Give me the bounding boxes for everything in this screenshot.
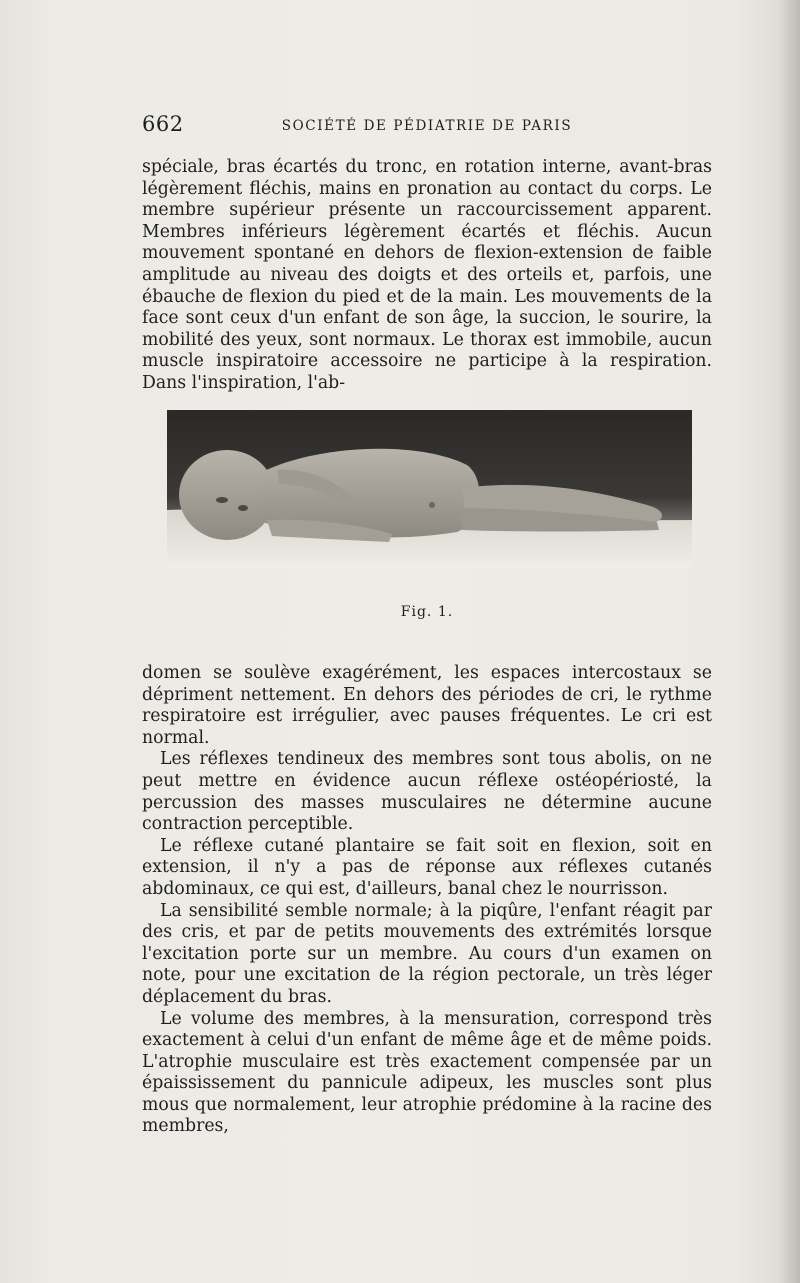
paragraph: Les réflexes tendineux des membres sont tous abolis, on ne peut mettre en évidence aucun réflexe ostéopériosté, la percussion des masses musculaires ne détermine aucune contraction perceptible.: [142, 749, 712, 835]
infant-photo-illustration: [167, 410, 692, 568]
figure-photograph: [167, 410, 692, 568]
running-title: SOCIÉTÉ DE PÉDIATRIE DE PARIS: [281, 118, 573, 134]
figure-caption: Fig. 1.: [400, 604, 454, 620]
body-text-bottom: [142, 663, 712, 1138]
page-header: [142, 112, 712, 142]
page-edge-shadow: [778, 0, 800, 1283]
paragraph: domen se soulève exagérément, les espaces intercostaux se dépriment nettement. En dehors des périodes de cri, le rythme respiratoire est irrégulier, avec pauses fréquentes. Le cri est normal.: [142, 663, 712, 748]
paragraph: Le volume des membres, à la mensuration, correspond très exactement à celui d'un enfant de même âge et de même poids. L'atrophie musculaire est très exactement compensée par un épaississement du pannicule adipeux, les muscles sont plus mous que normalement, leur atrophie prédomine à la racine des membres,: [142, 1008, 712, 1137]
paragraph: La sensibilité semble normale; à la piqûre, l'enfant réagit par des cris, et par de petits mouvements des extrémités lorsque l'excitation porte sur un membre. Au cours d'un examen on note, pour une excitation de la région pectorale, un très léger déplacement du bras.: [142, 900, 712, 1007]
paragraph: Le réflexe cutané plantaire se fait soit en flexion, soit en extension, il n'y a pas de réponse aux réflexes cutanés abdominaux, ce qui est, d'ailleurs, banal chez le nourrisson.: [142, 835, 712, 899]
paragraph: spéciale, bras écartés du tronc, en rotation interne, avant-bras légèrement fléchis, mains en pronation au contact du corps. Le membre supérieur présente un raccourcissement apparent. Membres inférieurs légèrement écartés et fléchis. Aucun mouvement spontané en dehors de flexion-extension de faible amplitude au niveau des doigts et des orteils et, parfois, une ébauche de flexion du pied et de la main. Les mouvements de la face sont ceux d'un enfant de son âge, la succion, le sourire, la mobilité des yeux, sont normaux. Le thorax est immobile, aucun muscle inspiratoire accessoire ne participe à la respiration. Dans l'inspiration, l'ab-: [142, 157, 712, 393]
body-text-top: [142, 157, 712, 395]
page-number: 662: [142, 112, 184, 136]
